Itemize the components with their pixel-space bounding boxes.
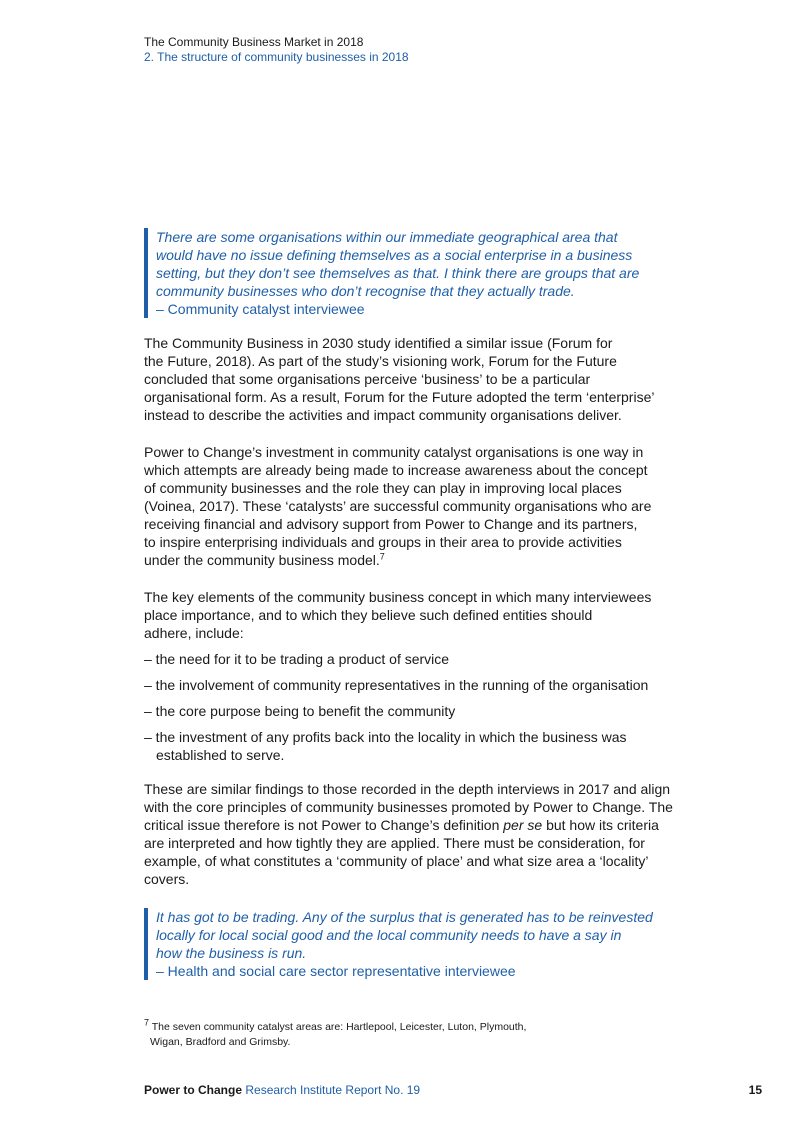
paragraph-line: organisational form. As a result, Forum for the Future adopted the term ‘enterprise’ [144,389,655,405]
list-item: – the investment of any profits back into the locality in which the business was established to serve. [144,729,627,763]
paragraph-line: Power to Change’s investment in community catalyst organisations is one way in [144,444,644,460]
emphasis-text: per se [503,817,543,833]
quote-line: setting, but they don’t see themselves as that. I think there are groups that are [156,265,640,281]
paragraph-key-elements [144,588,676,642]
pull-quote-1 [144,228,686,318]
document-title: The Community Business Market in 2018 [144,35,364,49]
paragraph-text: under the community business model. [144,552,380,568]
quote-attribution: – Community catalyst interviewee [156,301,365,317]
footnote-marker: 7 [144,1017,150,1028]
list-item: – the involvement of community representatives in the running of the organisation [144,677,649,693]
quote-line: how the business is run. [156,945,307,961]
paragraph-line: the Future, 2018). As part of the study’s visioning work, Forum for the Future [144,353,617,369]
quote-line: locally for local social good and the local community needs to have a say in [156,927,622,943]
paragraph-line: concluded that some organisations perceive ‘business’ to be a particular [144,371,591,387]
list-item: – the core purpose being to benefit the community [144,703,456,719]
paragraph-similar-findings [144,780,676,888]
list-item: – the need for it to be trading a product of service [144,651,450,667]
paragraph-line: to inspire enterprising individuals and groups in their area to provide activities [144,534,622,550]
footer-brand: Power to Change [144,1083,243,1097]
paragraph-line: (Voinea, 2017). These ‘catalysts’ are successful community organisations who are [144,498,652,514]
pull-quote-2 [144,908,686,980]
paragraph-line: adhere, include: [144,625,244,641]
paragraph-line: place importance, and to which they believe such defined entities should [144,607,593,623]
footnote-line: Wigan, Bradford and Grimsby. [150,1036,291,1048]
quote-line: would have no issue defining themselves as a social enterprise in a business [156,247,633,263]
paragraph-text: These are similar findings to those recorded in the depth interviews in 2017 and align with the core principles of community businesses promoted by Power to Change. The critical issue therefore is not Power to Change’s definition [144,781,673,833]
quote-line: It has got to be trading. Any of the surplus that is generated has to be reinvested [156,909,653,925]
footnote-reference[interactable]: 7 [379,551,385,562]
paragraph-text: but how its criteria are interpreted and how tightly they are applied. There must be consideration, for example, of what constitutes a ‘community of place’ and what size area a ‘locality’ covers. [144,817,659,887]
paragraph-line: which attempts are already being made to increase awareness about the concept [144,462,648,478]
page-footer [144,1083,762,1098]
footnote-text: The seven community catalyst areas are: Hartlepool, Leicester, Luton, Plymouth, [149,1021,527,1033]
section-title: 2. The structure of community businesses in 2018 [144,50,409,64]
paragraph-line: of community businesses and the role they can play in improving local places [144,480,622,496]
quote-line: There are some organisations within our immediate geographical area that [156,229,618,245]
quote-attribution: – Health and social care sector representative interviewee [156,963,516,979]
footnote-line [144,1017,584,1035]
quote-text [156,908,686,962]
paragraph-line: instead to describe the activities and impact community organisations deliver. [144,407,622,423]
paragraph-line [144,551,676,569]
footnote [144,1017,584,1050]
footer-report-title: Research Institute Report No. 19 [242,1083,421,1097]
running-header [144,35,409,65]
paragraph-line: The key elements of the community business concept in which many interviewees [144,589,652,605]
paragraph-forum-future [144,334,676,424]
paragraph-line: receiving financial and advisory support from Power to Change and its partners, [144,516,638,532]
page-number: 15 [748,1083,762,1097]
quote-line: community businesses who don’t recognise that they actually trade. [156,283,575,299]
paragraph-catalyst [144,443,676,569]
paragraph-line: The Community Business in 2030 study identified a similar issue (Forum for [144,335,613,351]
quote-text [156,228,686,300]
